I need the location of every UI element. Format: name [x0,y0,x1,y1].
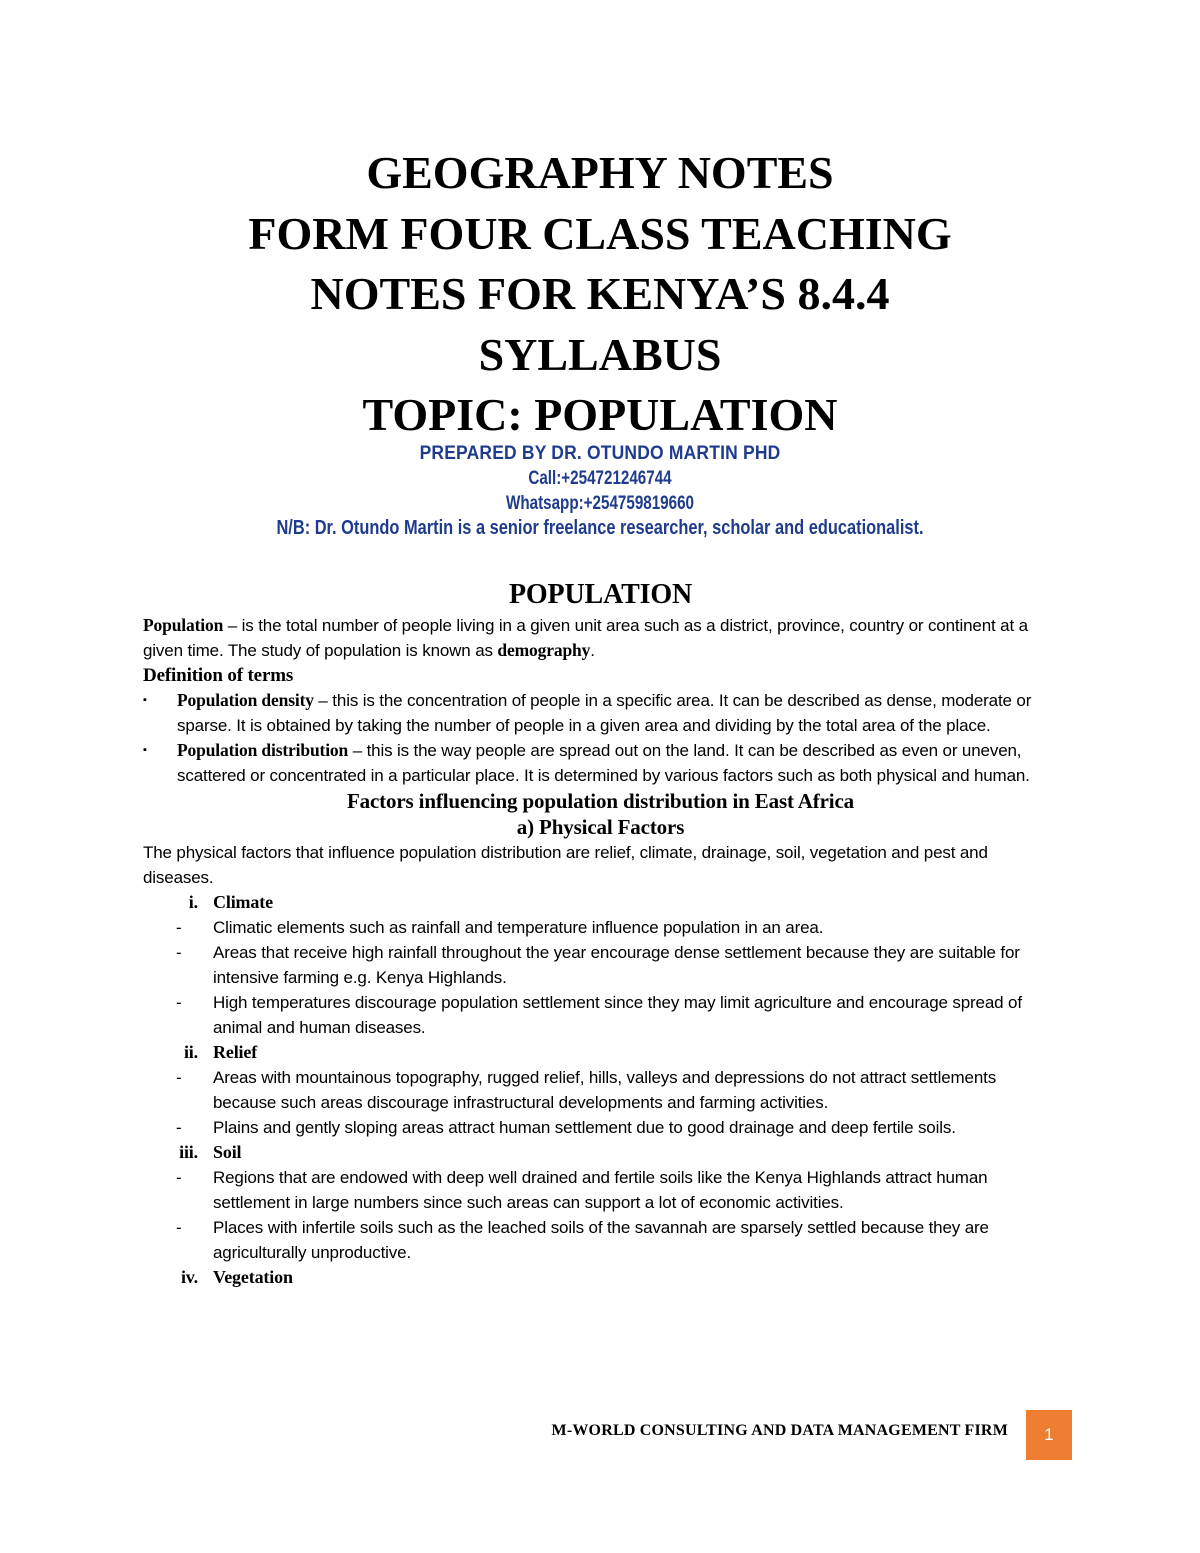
prepared-by: PREPARED BY DR. OTUNDO MARTIN PHD [419,443,781,464]
point-text: High temperatures discourage population settlement since they may limit agriculture and encourage spread of animal and human diseases. [213,993,1022,1037]
title-line: TOPIC: POPULATION [362,389,838,440]
list-item [143,940,1058,990]
document-body [143,577,1058,1290]
title-line: SYLLABUS [478,328,722,380]
term-label: Population density [177,690,314,710]
definition-keyword: demography [497,640,591,660]
factor-heading [143,1265,1058,1290]
term-text: – this is the concentration of people in a specific area. It can be described as dense, moderate or sparse. It is obtained by taking the number of people in a given area and dividing by the total area of the place. [177,691,1032,735]
definition-text: – is the total number of people living in a given unit area such as a district, province, country or continent at a given time. The study of population is known as [143,616,1028,660]
call-number: Call:+254721246744 [528,468,672,489]
factor-heading [143,1140,1058,1165]
author-credits [0,441,1200,541]
factor-title: Relief [213,1042,258,1062]
factor-title: Soil [213,1142,242,1162]
factor-vegetation [143,1265,1058,1290]
definition-term: Population [143,615,224,635]
point-text: Places with infertile soils such as the leached soils of the savannah are sparsely settled because they are agriculturally unproductive. [213,1218,989,1262]
list-item [143,688,1058,738]
square-bullet-icon: ▪ [143,744,147,756]
factor-soil [143,1140,1058,1265]
title-line: NOTES FOR KENYA’S 8.4.4 [310,268,890,319]
dash-bullet: - [176,1118,182,1137]
dash-bullet: - [176,1068,182,1087]
dash-bullet: - [176,918,182,937]
factor-relief [143,1040,1058,1140]
point-text: Areas with mountainous topography, rugged relief, hills, valleys and depressions do not attract settlements because such areas discourage infrastructural developments and farming activities. [213,1068,997,1112]
list-item [143,738,1058,788]
term-label: Population distribution [177,740,349,760]
page-footer [0,1410,1200,1460]
page-number: 1 [1026,1410,1072,1460]
point-text: Plains and gently sloping areas attract human settlement due to good drainage and deep fertile soils. [213,1118,956,1137]
factor-title: Climate [213,892,273,912]
factors-heading: Factors influencing population distribution in East Africa [346,789,855,813]
physical-factors-heading: a) Physical Factors [516,815,685,839]
list-item [143,990,1058,1040]
physical-factors-intro: The physical factors that influence population distribution are relief, climate, drainage, soil, vegetation and pest and diseases. [143,843,988,887]
point-text: Climatic elements such as rainfall and temperature influence population in an area. [213,918,824,937]
list-item [143,915,1058,940]
dash-bullet: - [176,1168,182,1187]
point-text: Regions that are endowed with deep well drained and fertile soils like the Kenya Highlands attract human settlement in large numbers since such areas can support a lot of economic activities. [213,1168,988,1212]
dash-bullet: - [176,943,182,962]
definitions-heading: Definition of terms [143,665,294,686]
factor-title: Vegetation [213,1267,293,1287]
factor-climate [143,890,1058,1040]
firm-name: M-WORLD CONSULTING AND DATA MANAGEMENT FIRM [551,1422,1008,1439]
dash-bullet: - [176,1218,182,1237]
section-title: POPULATION [508,579,693,610]
title-line: GEOGRAPHY NOTES [366,147,834,198]
list-item [143,1115,1058,1140]
factor-heading [143,890,1058,915]
roman-numeral: ii. [183,1042,198,1062]
title-line: FORM FOUR CLASS TEACHING [248,207,952,259]
term-text: – this is the way people are spread out on the land. It can be described as even or uneven, scattered or concentrated in a particular place. It is determined by various factors such as both physical and human. [177,741,1030,785]
factor-heading [143,1040,1058,1065]
list-item [143,1215,1058,1265]
roman-numeral: i. [188,892,198,912]
whatsapp-number: Whatsapp:+254759819660 [505,493,694,514]
population-definition [143,613,1058,663]
document-title [0,143,1200,446]
author-note: N/B: Dr. Otundo Martin is a senior freelance researcher, scholar and educationalist. [276,517,924,539]
list-item [143,1165,1058,1215]
roman-numeral: iv. [180,1267,198,1287]
square-bullet-icon: ▪ [143,694,147,706]
roman-numeral: iii. [179,1142,198,1162]
dash-bullet: - [176,993,182,1012]
list-item [143,1065,1058,1115]
definitions-list [143,688,1058,788]
definition-end: . [590,641,595,660]
point-text: Areas that receive high rainfall throughout the year encourage dense settlement because they are suitable for intensive farming e.g. Kenya Highlands. [213,943,1020,987]
